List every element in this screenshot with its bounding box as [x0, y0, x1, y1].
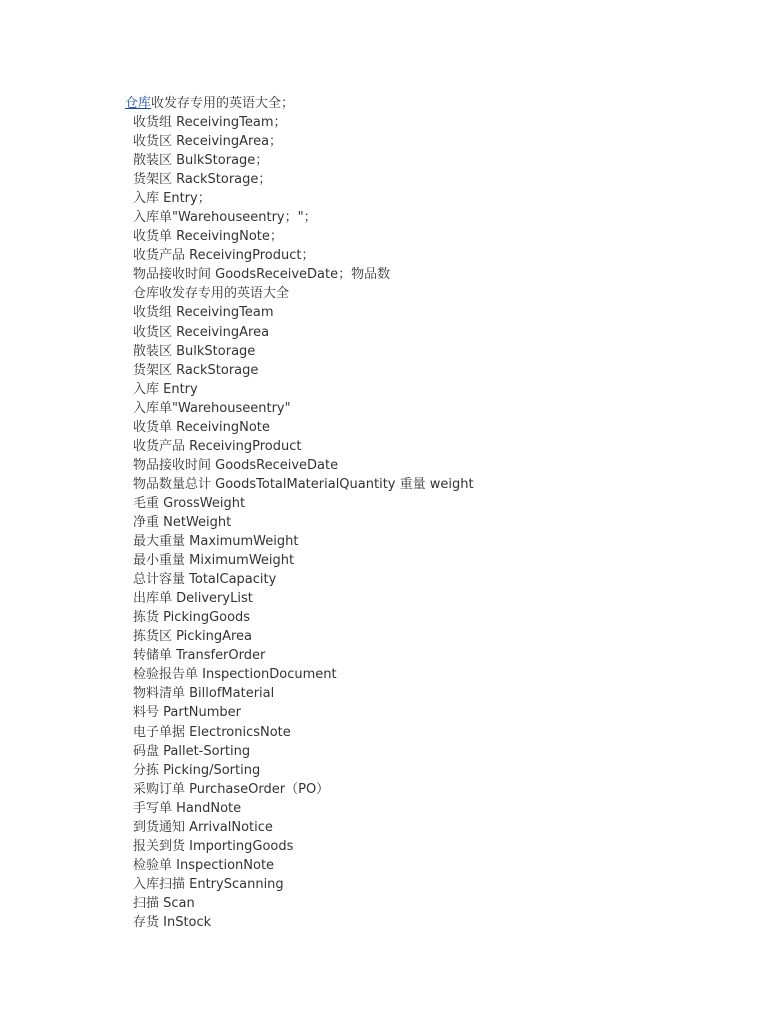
list-item: 收货产品 ReceivingProduct； — [133, 248, 315, 264]
list-item: 存货 InStock — [133, 914, 212, 930]
list-item: 收货区 ReceivingArea； — [133, 134, 283, 150]
list-item: 码盘 Pallet-Sorting — [133, 743, 251, 759]
list-item: 仓库收发存专用的英语大全 — [133, 286, 290, 302]
list-item: 收货单 ReceivingNote； — [133, 229, 283, 245]
list-item: 物品接收时间 GoodsReceiveDate；物品数 — [133, 267, 391, 283]
list-item: 收货组 ReceivingTeam； — [133, 115, 287, 130]
list-item: 扫描 Scan — [133, 895, 195, 911]
list-item: 最大重量 MaximumWeight — [133, 534, 299, 550]
list-item: 散装区 BulkStorage； — [133, 153, 269, 169]
list-item: 料号 PartNumber — [133, 705, 242, 721]
list-item: 货架区 RackStorage — [133, 362, 259, 378]
warehouse-link[interactable]: 仓库 — [125, 96, 152, 111]
list-item: 手写单 HandNote — [133, 800, 242, 816]
list-item: 到货通知 ArrivalNotice — [133, 819, 273, 835]
list-item: 分拣 Picking/Sorting — [133, 762, 261, 778]
document-body — [125, 94, 725, 932]
list-item: 收货区 ReceivingArea — [133, 324, 270, 340]
list-item: 散装区 BulkStorage — [133, 343, 256, 359]
term-list — [125, 113, 725, 932]
list-item: 转储单 TransferOrder — [133, 648, 266, 664]
title-text: 收发存专用的英语大全； — [151, 96, 295, 111]
list-item: 净重 NetWeight — [133, 514, 232, 530]
list-item: 入库扫描 EntryScanning — [133, 876, 284, 892]
list-item: 拣货区 PickingArea — [133, 629, 252, 645]
list-item: 入库单"Warehouseentry" — [133, 400, 291, 416]
list-item: 物品接收时间 GoodsReceiveDate — [133, 457, 339, 473]
list-item: 物料清单 BillofMaterial — [133, 686, 275, 702]
list-item: 收货产品 ReceivingProduct — [133, 438, 302, 454]
list-item: 检验单 InspectionNote — [133, 857, 275, 873]
list-item: 收货组 ReceivingTeam — [133, 305, 274, 321]
list-item: 采购订单 PurchaseOrder（PO） — [133, 781, 330, 797]
list-item: 拣货 PickingGoods — [133, 610, 251, 626]
list-item: 物品数量总计 GoodsTotalMaterialQuantity 重量 weight — [133, 476, 474, 492]
list-item: 最小重量 MiximumWeight — [133, 553, 295, 569]
document-title — [125, 94, 725, 113]
list-item: 入库单"Warehouseentry；"； — [133, 210, 317, 226]
list-item: 毛重 GrossWeight — [133, 495, 246, 511]
list-item: 电子单据 ElectronicsNote — [133, 724, 291, 740]
list-item: 出库单 DeliveryList — [133, 591, 253, 607]
list-item: 入库 Entry； — [133, 191, 211, 207]
list-item: 入库 Entry — [133, 381, 198, 397]
list-item: 货架区 RackStorage； — [133, 172, 272, 188]
list-item: 检验报告单 InspectionDocument — [133, 667, 337, 683]
list-item: 报关到货 ImportingGoods — [133, 838, 294, 854]
list-item: 总计容量 TotalCapacity — [133, 572, 277, 588]
list-item: 收货单 ReceivingNote — [133, 419, 270, 435]
